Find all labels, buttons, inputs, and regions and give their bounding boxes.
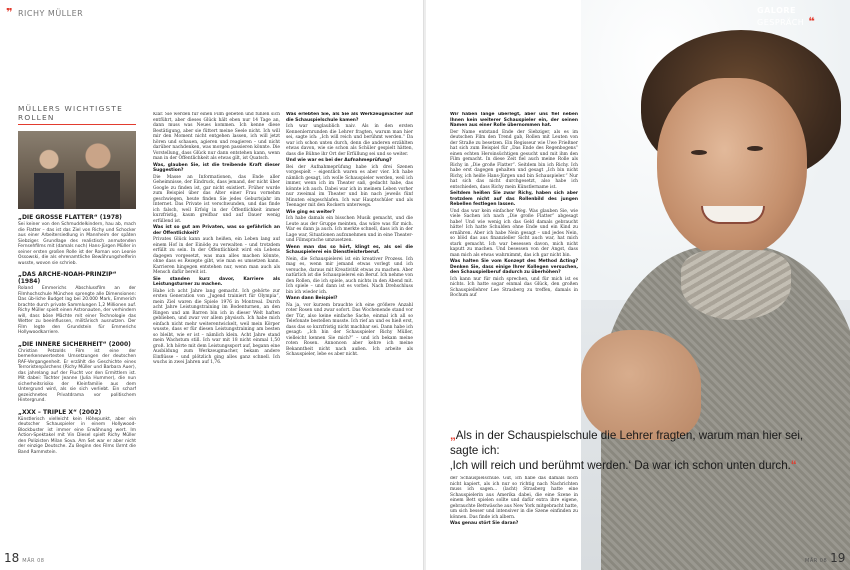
header-right-text: GESPRÄCH	[757, 18, 805, 27]
roles-sidebar	[18, 104, 136, 544]
film-title: „DIE GROSSE FLATTER“ (1978)	[18, 214, 122, 221]
interview-question: Was ist so gut am Privaten, was so gefährlich an der Öffentlichkeit?	[153, 225, 280, 236]
interview-question: Wenn man das so hört, klingt es, als sei die Schauspielerei ein Dienstleisterberuf.	[286, 244, 413, 255]
interview-answer: Habe ich acht Jahre lang gemacht. Ich gehörte zur ersten Generation von „Jugend trainiert für Olympia“, mein Ziel waren die Spiele 1976 in Montreal. Durch acht Jahre Leistungstraining im Bodenturnen, an den Ringen und am Barren bin ich in dieser Welt haften geblieben, und zwar vor allem physisch. Ich habe mich einfach nicht mehr weiterentwickelt, weil mein Körper wusste, dass er für diesen Leistungstraining am besten so bleibt, wie er ist – nämlich klein. Acht Jahre stand mein Wachstum still. Ich war mit 18 nicht einmal 1,50 groß. Ich hörte mit dem Leistungssport auf, begann eine Ausbildung zum Werkzeugmacher, bekam andere Einflüsse – und plötzlich ging alles ganz schnell. Ich wuchs in zwei Jahren auf 1,76.	[153, 288, 280, 365]
page-number: 19	[830, 551, 846, 565]
interview-question: Wir haben lange überlegt, aber uns fiel neben Ihnen kein weiterer Schauspieler ein, der seinen Namen aus einer Rolle übernommen hat.	[450, 112, 578, 128]
film-entry	[18, 409, 136, 456]
header-right-bold: GALORE	[757, 6, 796, 15]
header-left	[6, 6, 83, 19]
interview-question: Seitdem heißen Sie zwar Richy, haben sich aber trotzdem nicht auf das Rollenbild des jungen Rebellen festlegen lassen.	[450, 191, 578, 207]
interview-question: Sie standen kurz davor, Karriere als Leistungsturner zu machen.	[153, 276, 280, 287]
interview-question: Was genau stört Sie daran?	[450, 521, 519, 526]
interview-answer: Klar. Sie werden für einen Film gebeten und fühlen sich entführt, aber dieses Glück hält eben nur 14 Tage an, dann muss was Neues kommen. Ich kenne diese Bestätigung, aber sie füttert meine Seele nicht. Ich will mir den Moment nicht entgehen lassen, ich will jetzt hören und schauen, agieren und reagieren – und nicht darüber nachdenken, was morgen passieren könnte. Die Vorstellung, dass Glück nur dann entstehen kann, wenn man in der Öffentlichkeit als etwas gilt, ist Quatsch.	[153, 112, 280, 161]
interview-answer: Privates Glück kann auch heißen, ein Leben lang auf einem Hof in der Einöde zu verwalten – und trotzdem erfüllt zu sein. In der Öffentlichkeit wird ein Lebens dagegen vorgesetzt, was man alles machen könnte, ohne dass es Rezepte gibt, wie man es umsetzen kann. Karrieren hingegen entstehen nur, wenn man auch als Mensch dafür bereit ist.	[153, 237, 280, 275]
pull-quote-line-1: Als in der Schauspielschule die Lehrer fragten, warum man hier sei, sagte ich:	[450, 429, 804, 457]
page-number-right	[805, 551, 845, 565]
pull-quote-open-mark: „	[450, 429, 456, 442]
film-title: „XXX – TRIPLE X“ (2002)	[18, 408, 102, 416]
interview-answer: Ich habe damals ein bisschen Musik gemacht, und die Leute aus der Gruppe meinten, das wäre was für mich. War es dann ja auch. Ich merkte schnell, dass ich in der Lage war, Situationen aufzunehmen und in eine Theater- und Filmsprache umzusetzen.	[286, 216, 413, 243]
photo-scarf	[681, 250, 791, 320]
film-entry	[18, 271, 136, 336]
interview-answer: Ich war unglaublich naiv. Als in den ersten Kennenlernrunden die Lehrer fragten, warum man hier sei, sagte ich: „Ich will reich und berühmt werden.“ Da war ich schon unten durch, denn die anderen erzählten etwas davon, wie sie schon als Schüler gespielt hätten, dass die Bühne ihr Ort der Erfüllung sei und so weiter.	[286, 124, 413, 157]
photo-eye-left	[691, 150, 707, 155]
interview-answer: Na ja, vor kurzem brauchte ich eine größere Anzahl roter Rosen und zwar sofort. Das Wochenende stand vor der Tür, also keine einfache Sache, einmal ich all so Telefonate bestellen musste. Ich rief an und es hieß erst, dass das so kurzfristig nicht machbar sei. Dann habe ich gesagt: „Ich bin der Schauspieler Richy Müller, vielleicht kennen Sie mich?“ – und ich bekam meine roten Rosen. Annoncen aber kehre ich meine Bekanntheit nicht nach außen. Ich arbeite als Schauspieler, lebe es aber nicht.	[286, 302, 413, 357]
photo-smile	[701, 206, 765, 224]
interview-question: Und wie war es bei der Aufnahmeprüfung?	[286, 158, 392, 163]
film-text: Roland Emmerichs Abschlussfilm an der Filmhochschule München sprengte alle Dimensionen: Das üb-liche Budget lag bei 20.000 Mark, Emmerich brachte durch private Sammlungen 1,2 Millionen auf. Richy Müller spielt einen Astronauten, der verhindern will, dass böse Mächte mit einer Technologie das Wetter zu beeinflussen, militärisch ausnutzen. Der Film legte den Grundstein für Emmerichs Hollywoodkarriere.	[18, 286, 136, 335]
article-column-2	[286, 112, 413, 552]
header-right	[757, 6, 850, 28]
film-entry	[18, 214, 136, 266]
issue-month: MÄR 08	[805, 558, 828, 564]
issue-month: MÄR 08	[22, 558, 45, 564]
film-title: „DIE INNERE SICHERHEIT“ (2000)	[18, 340, 131, 348]
pull-quote-close-mark: “	[790, 459, 797, 472]
interview-question: Was halten Sie vom Konzept des Method Acting? Denken Sie, dass einige Ihrer Kollegen versuchen, den Schauspielberuf dadurch zu überhöhen?	[450, 259, 578, 275]
interview-question: Wann dann Beispiel?	[286, 296, 338, 301]
film-still-photo	[18, 131, 136, 209]
page-number: 18	[4, 551, 20, 565]
film-title: „DAS ARCHE-NOAH-PRINZIP“ (1984)	[18, 271, 117, 285]
header-left-text: RICHY MÜLLER	[17, 9, 84, 18]
interview-answer: Nein, die Schauspielerei ist ein kreativer Prozess. Ich mag es, wenn mir jemand etwas vorlegt und ich versuche, daraus mit Kreativität etwas zu machen. Aber natürlich ist die Schauspielerei ein Beruf. Ich nehme von den Rollen, die ich spiele, auch nichts in den Abend mit. Ich spiele – und dann ist es vorbei. Nach Drehschluss bin ich wieder ich.	[286, 256, 413, 295]
article-column-3-continued	[450, 476, 578, 556]
interview-answer: Die Masse an Informationen, das Ende aller Geheimnisse, der Eindruck, dass jemand, der nicht über Google zu finden ist, gar nicht existiert. Früher wurde zum Beispiel über das Alter einer Frau vornehm geschwiegen, heute finden Sie jedes Geburtsjahr im Internet. Das Private ist verschwunden, und das finde ich falsch, weil Erfolg in der Öffentlichkeit immer kurzfristig, kaum greifbar und auf Dauer wenig erfüllend ist.	[153, 174, 280, 224]
quote-mark-icon: ❝	[808, 15, 816, 28]
film-text: Künstlerisch vielleicht kein Höhepunkt, aber ein deutscher Schauspieler in einem Hollywood-Blockbuster ist immer eine Erwähnung wert. Im Action-Spektakel mit Vin Diesel spielt Richy Müller den Polizisten Milan Sova. Am Set war er aber nicht der einzige Deutsche. Zu Beginn des Films lärmt die Band Rammstein.	[18, 416, 136, 455]
film-still-figure-left	[34, 147, 64, 209]
film-still-figure-right	[76, 141, 120, 209]
interview-answer: Bei der Aufnahmeprüfung habe ich drei Szenen vorgespielt – eigentlich waren es aber vier. Ich habe nämlich gesagt, ich wolle Schauspieler werden, weil ich immer, wenn ich im Theater saß, gedacht habe, das könnte ich auch. Dabei war ich in meinem Leben vorher nur zweimal im Theater und bin nach jeweils fünf Minuten eingeschlafen. Ich war Hauptschüler und als Teenager mit den Rockern unterwegs.	[286, 164, 413, 208]
left-page	[0, 0, 424, 570]
quote-mark-icon: ❞	[6, 6, 13, 19]
film-text: Sei keiner von den Schmuddelkindern, hau ab, mach die Flatter – das ist das Ziel von Richy und Schocker aus einer Arbeitersiedlung in Mannheim der späten Siebziger. Grundlage des realistisch anmutenden Fernsehfilms mit (damals noch) Hans-Jürgen Müller in seiner ersten großen Rolle ist der Roman von Leonie Ossowski, die als ehrenamtliche Bewährungshelferin wusste, wovon sie schrieb.	[18, 222, 136, 266]
film-entry	[18, 341, 136, 404]
page-number-left	[4, 551, 44, 565]
photo-eye-right	[747, 146, 763, 151]
article-column-1	[153, 112, 280, 552]
interview-answer: Der Name entstand Ende der Siebziger, als es im deutschen Film den Trend gab, Rollen mit Leuten von der Straße zu besetzen. Ein Regisseur wie Uwe Frießner hat sich zum Beispiel für „Das Ende des Regenbogens“ einen echten Heroinsüchtigen gesucht und mit ihm den Film gemacht. In diese Zeit fiel auch meine Rolle als Richy in „Die große Flatter“. Seitdem bin ich Richy. Ich habe erst dagegen gehalten und gesagt „Ich bin nicht Richy, ich heiße Hans-Jürgen und bin Schauspieler.“ Nur hat sich das nicht durchgesetzt, also habe ich entschieden, dass Richy mein Künstlername ist.	[450, 129, 578, 190]
interview-answer: Ich kann nur für mich sprechen, und für mich ist es nichts. Ich hatte sogar einmal das Glück, den großen Schauspiellehrer Lee Strasberg zu treffen, damals in Bochum auf	[450, 276, 578, 298]
interview-question: Wie ging es weiter?	[286, 209, 335, 215]
photo-face	[657, 78, 807, 258]
article-column-3	[450, 112, 578, 432]
sidebar-title: MÜLLERS WICHTIGSTE ROLLEN	[18, 104, 136, 125]
film-text: Christian Petzolds Film ist eine der bemerkenswertesten Umsetzungen der deutschen RAF-Vergangenheit. Er erzählt die Geschichte eines Terroristenpärchens (Richy Müller und Barbara Auer), das jahrelang auf der Flucht vor den Ermittlern ist. Mit dabei: Tochter Jeanne (Julia Hummer), die nun sicherheitsrisiko der Kleinfamilie aus dem Untergrund wird, als sie sich verliebt. Ein scharf gezeichnetes Privatdrama vor politischem Hintergrund.	[18, 348, 136, 403]
interview-question: Was, glauben Sie, ist die treibende Kraft dieser Suggestion?	[153, 162, 280, 173]
portrait-photo	[581, 0, 850, 570]
pull-quote-line-2: ‚Ich will reich und berühmt werden.‘ Da war ich schon unten durch.	[450, 459, 791, 472]
pull-quote	[450, 428, 824, 473]
interview-answer: Und das war kein einfacher Weg. Was glauben Sie, wie viele Sachen ich nach „Die große Flatter“ abgesagt habe! Und wie wenig ich das Geld damals gebraucht hätte! Ich hatte Schulden ohne Ende und ein Kind zu ernähren. Aber ich habe Nein gesagt – und jedes Nein, so blöd das aus finanzieller Sicht auch war, hat mich stark gemacht. Ich war besessen davon, mich nicht kaputt zu machen. Und besessen von der Angst, dass man mich als etwas wahrnimmt, das ich gar nicht bin.	[450, 208, 578, 258]
interview-answer: der Schauspielschule. Gut, ich habe das damals noch nicht kapiert, als ich nur so richtig nach Nachrichten muss ich sagen... (lacht) Strasberg hatte eine Schauspielerin aus Amerika dabei, die eine Szene in einem Bett spielen sollte und dafür extra ihre eigene, gebrauchte Bettwäsche aus New York mitgebracht hatte, um sich besser und intensiver in die Szene einfinden zu können. Das finde ich albern.	[450, 476, 578, 520]
photo-hand	[581, 330, 701, 440]
interview-question: Was erlebten Sie, als Sie als Werkzeugmacher auf die Schauspielschule kamen?	[286, 112, 413, 123]
